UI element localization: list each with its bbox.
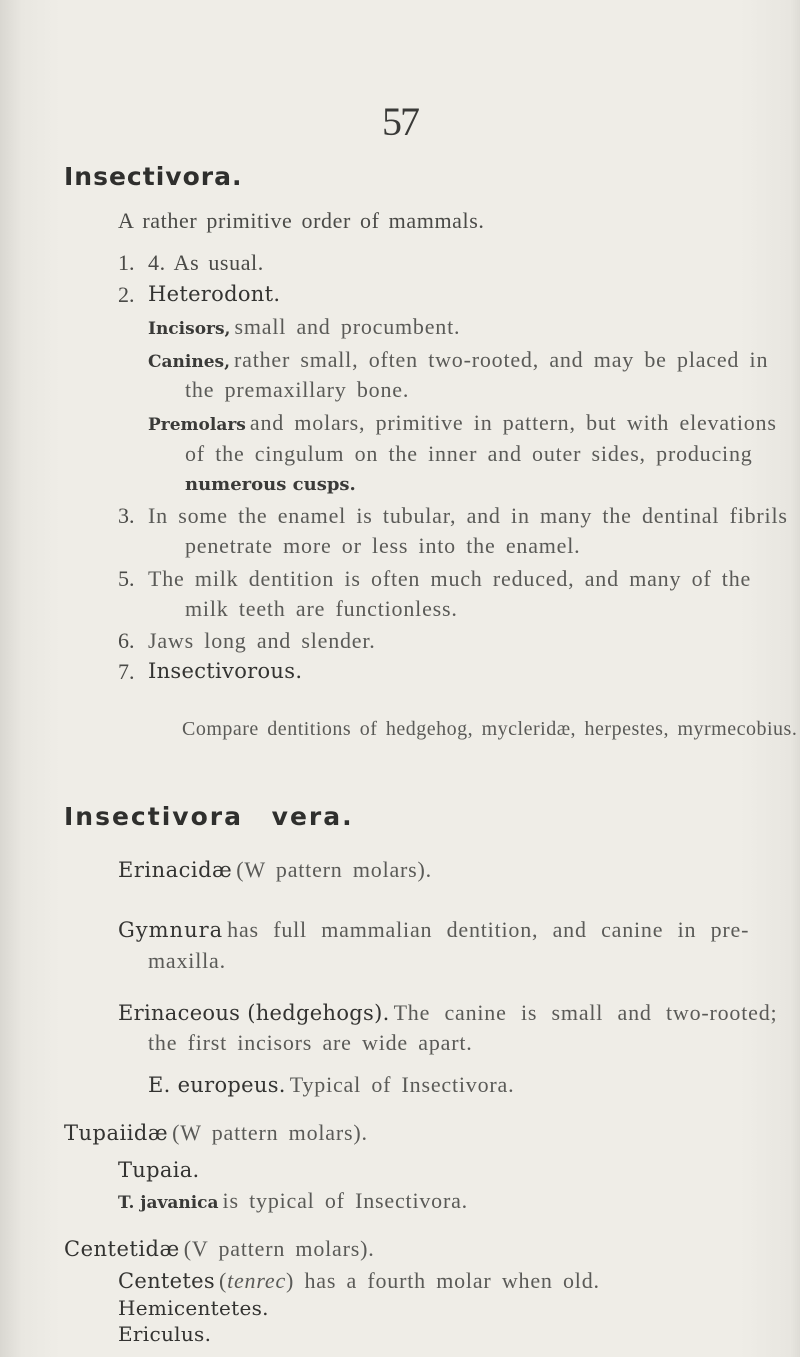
gymnura-line	[118, 917, 749, 943]
canines-line	[148, 347, 768, 373]
erinaceous-text: The canine is small and two-rooted;	[393, 1000, 778, 1025]
incisors-line	[148, 314, 460, 340]
incisors-label: Incisors,	[148, 319, 231, 339]
centetes-paren-open: (	[218, 1268, 228, 1293]
tupaiidae-pattern: (W pattern molars).	[172, 1120, 368, 1145]
erinacidae-heading	[118, 857, 432, 883]
erinaceous-continuation: the first incisors are wide apart.	[148, 1030, 473, 1055]
tupaia-species-name: T. javanica	[118, 1193, 219, 1213]
item-2-text: Heterodont.	[148, 282, 281, 306]
centetidae-pattern: (V pattern molars).	[183, 1236, 375, 1261]
page-number: 57	[382, 99, 418, 144]
premolars-continuation-2: numerous cusps.	[185, 474, 356, 495]
item-7-text: Insectivorous.	[148, 659, 303, 683]
tupaiidae-heading	[64, 1120, 368, 1146]
item-1-text: 4. As usual.	[148, 250, 264, 275]
item-2-number: 2.	[118, 282, 135, 307]
gymnura-text: has full mammalian dentition, and canine in pre-	[227, 917, 750, 942]
erinaceous-name: Erinaceous (hedgehogs).	[118, 1001, 390, 1025]
incisors-text: small and procumbent.	[234, 314, 461, 339]
item-3-continuation: penetrate more or less into the enamel.	[185, 533, 581, 558]
item-6-number: 6.	[118, 628, 135, 653]
canines-text: rather small, often two-rooted, and may be placed in	[234, 347, 769, 372]
europeus-line	[148, 1072, 514, 1098]
item-7-number: 7.	[118, 659, 135, 684]
compare-note: Compare dentitions of hedgehog, mycleridæ, herpestes, myrmecobius.	[182, 718, 798, 740]
ericulus: Ericulus.	[118, 1322, 212, 1346]
item-3-number: 3.	[118, 503, 135, 528]
europeus-name: E. europeus.	[148, 1073, 286, 1097]
centetes-text: ) has a fourth molar when old.	[286, 1268, 600, 1293]
item-6-text: Jaws long and slender.	[148, 628, 376, 653]
item-5-continuation: milk teeth are functionless.	[185, 596, 458, 621]
tupaia-genus: Tupaia.	[118, 1158, 200, 1182]
centetes-common-name: tenrec	[227, 1268, 287, 1293]
centetidae-name: Centetidæ	[64, 1237, 180, 1261]
erinacidae-name: Erinacidæ	[118, 858, 233, 882]
europeus-text: Typical of Insectivora.	[289, 1072, 515, 1097]
section-title-vera: Insectivora vera.	[64, 802, 354, 831]
item-1-number: 1.	[118, 250, 135, 275]
gymnura-continuation: maxilla.	[148, 948, 226, 973]
centetes-line	[118, 1268, 600, 1294]
tupaia-species-line	[118, 1188, 468, 1214]
hemicentetes: Hemicentetes.	[118, 1296, 269, 1320]
item-5-number: 5.	[118, 566, 135, 591]
gymnura-name: Gymnura	[118, 918, 224, 942]
canines-continuation: the premaxillary bone.	[185, 377, 410, 402]
erinaceous-line	[118, 1000, 777, 1026]
item-5-text: The milk dentition is often much reduced, and many of the	[148, 566, 752, 591]
subtitle: A rather primitive order of mammals.	[118, 208, 485, 233]
canines-label: Canines,	[148, 352, 231, 372]
centetidae-heading	[64, 1236, 375, 1262]
section-title: Insectivora.	[64, 162, 243, 191]
tupaia-species-text: is typical of Insectivora.	[222, 1188, 468, 1213]
tupaiidae-name: Tupaiidæ	[64, 1121, 169, 1145]
erinacidae-pattern: (W pattern molars).	[236, 857, 432, 882]
premolars-text: and molars, primitive in pattern, but with elevations	[249, 410, 777, 435]
premolars-label: Premolars	[148, 415, 246, 435]
premolars-continuation-1: of the cingulum on the inner and outer sides, producing	[185, 441, 753, 466]
centetes-name: Centetes	[118, 1269, 215, 1293]
item-3-text: In some the enamel is tubular, and in many the dentinal fibrils	[148, 503, 788, 528]
premolars-line	[148, 410, 777, 436]
